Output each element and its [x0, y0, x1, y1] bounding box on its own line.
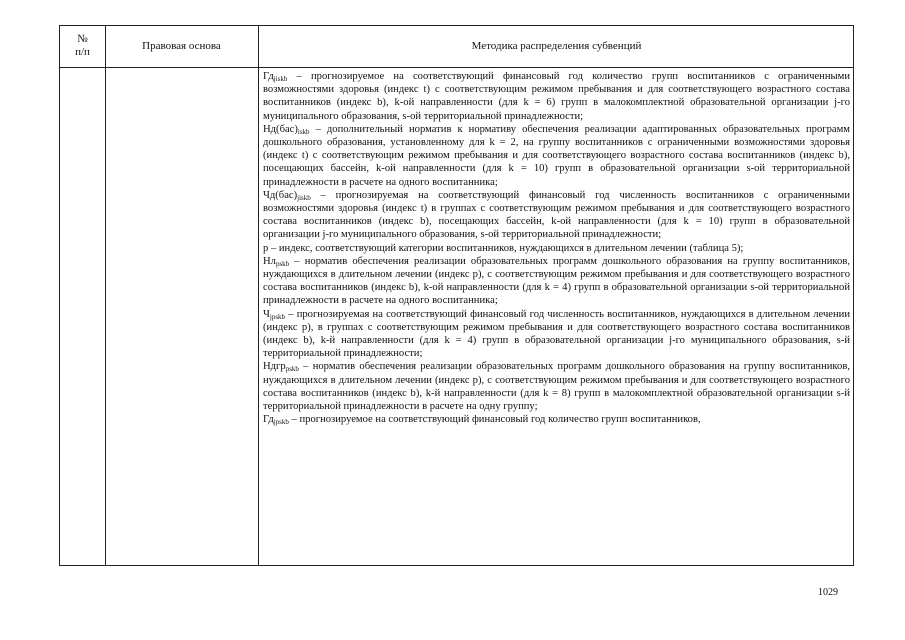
variable-index: jpskb [269, 312, 286, 321]
variable-symbol: Гд [263, 414, 274, 426]
formula-definition [263, 360, 850, 413]
variable-index: iskb [297, 127, 310, 136]
header-legal-basis: Правовая основа [142, 40, 221, 52]
definition-text: – прогнозируемое на соответствующий финансовый год количество групп воспитанников с ограниченными возможностями здоровья (индекс t) с соответствующим режимом пребывания и для соответствующего возрастного состава воспитанников (индекс b), k-ой направленности (для k = 6) групп в малокомплектной образовательной организации j-го муниципального образования, s-ой территориальной принадлежности; [263, 71, 850, 122]
formula-definition [263, 123, 850, 189]
page-number: 1029 [818, 587, 838, 598]
formula-definition [263, 242, 850, 255]
methodology-text [263, 70, 850, 426]
header-number-symbol: № [77, 33, 88, 45]
definition-text: – норматив обеспечения реализации образовательных программ дошкольного образования на группу воспитанников, нуждающихся в длительном лечении (индекс p), с соответствующим режимом пребывания и для соответствующего возрастного состава воспитанников (индекс b), k-й направленности (для k = 8) групп в малокомплектной образовательной организации s-й территориальной принадлежности в расчете на одну группу; [263, 361, 850, 413]
variable-index: jiskb [273, 75, 288, 83]
subvention-table [59, 25, 854, 566]
column-divider [105, 26, 106, 565]
header-methodology: Методика распределения субвенций [471, 40, 642, 52]
definition-text: – прогнозируемая на соответствующий финансовый год численность воспитанников с ограниченными возможностями здоровья (индекс t) в группах с соответствующим режимом пребывания и для соответствующего возрастного состава воспитанников (индекс b), посещающих бассейн, k-ой направленности (для k = 10) групп в образовательной организации j-го муниципального образования, s-ой территориальной принадлежности; [263, 189, 850, 241]
header-number-abbrev: п/п [75, 46, 90, 58]
definition-text: – норматив обеспечения реализации образовательных программ дошкольного образования на группу воспитанников, нуждающихся в длительном лечении (индекс p), с соответствующим режимом пребывания и для соответствующего возрастного состава воспитанников (индекс b), k-ой направленности (для k = 4) групп в образовательной организации s-ой территориальной принадлежности в расчете на одного воспитанника; [263, 255, 850, 307]
variable-index: jiskb [297, 193, 311, 202]
variable-symbol: Нд(бас) [263, 123, 298, 135]
definition-text: – прогнозируемая на соответствующий финансовый год численность воспитанников, нуждающихся в длительном лечении (индекс p), в группах с соответствующим режимом пребывания и для соответствующего возрастного состава воспитанников (индекс b), k-й направленности (для k = 4) групп в образовательной организации j-го муниципального образования, s-й территориальной принадлежности; [263, 308, 850, 360]
header-number [60, 33, 105, 59]
variable-index: jpskb [273, 418, 289, 427]
definition-text: p – индекс, соответствующий категории воспитанников, нуждающихся в длительном лечении (таблица 5); [263, 242, 744, 254]
variable-symbol: Чд(бас) [263, 189, 298, 201]
definition-text: – дополнительный норматив к нормативу обеспечения реализации адаптированных образовательных программ дошкольного образования, установленному для k = 2, на группу воспитанников с ограниченными возможностями здоровья (индекс t) с соответствующим режимом пребывания и для соответствующего возрастного состава воспитанников (индекс b), посещающих бассейн, k-ой направленности (для k = 10) групп в образовательной организации s-ой территориальной принадлежности в расчете на одного воспитанника; [263, 123, 850, 188]
variable-symbol: Ндгр [263, 361, 286, 373]
formula-definition [263, 255, 850, 308]
variable-symbol: Гд [263, 71, 274, 82]
header-divider [60, 67, 853, 68]
variable-index: pskb [275, 259, 290, 268]
formula-definition [263, 70, 850, 123]
definition-text: – прогнозируемое на соответствующий финансовый год количество групп воспитанников, [288, 414, 701, 426]
variable-index: pskb [285, 365, 299, 374]
formula-definition [263, 308, 850, 361]
variable-symbol: Ч [263, 308, 270, 320]
column-divider [258, 26, 259, 565]
formula-definition [263, 189, 850, 242]
formula-definition [263, 413, 850, 426]
variable-symbol: Нл [263, 255, 276, 267]
